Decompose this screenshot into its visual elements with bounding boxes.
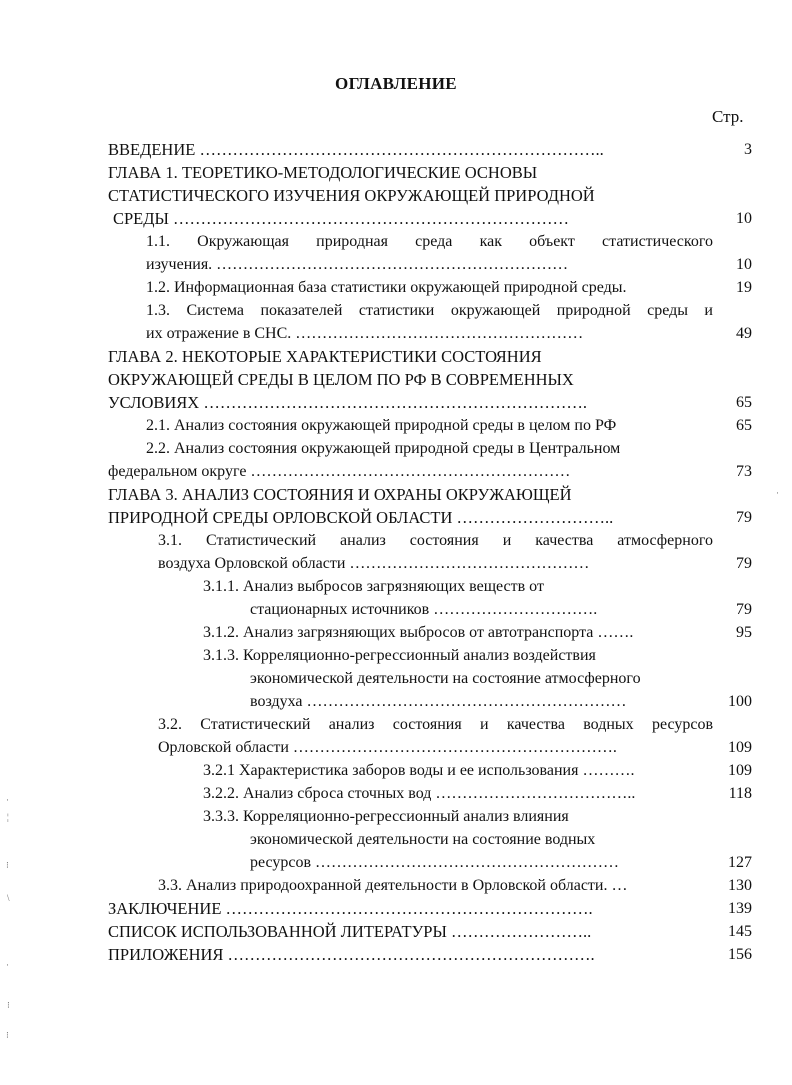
toc-page-3-3: 130 — [728, 877, 752, 894]
toc-entry-chapter-1-line-1: ГЛАВА 1. ТЕОРЕТИКО-МЕТОДОЛОГИЧЕСКИЕ ОСНОВЫ — [108, 163, 538, 182]
toc-page-1-2: 19 — [736, 279, 752, 296]
toc-entry-chapter-1-line-3: СРЕДЫ ……………………………………………………………… — [113, 209, 570, 228]
toc-page-2-1: 65 — [736, 417, 752, 434]
scan-artifact: · — [6, 795, 9, 805]
scan-artifact: ¦ — [7, 812, 9, 822]
toc-entry-chapter-2-line-1: ГЛАВА 2. НЕКОТОРЫЕ ХАРАКТЕРИСТИКИ СОСТОЯНИЯ — [108, 347, 542, 366]
scan-artifact: ⁝ — [6, 860, 9, 870]
toc-entry-3-3-3-line-1: 3.3.3. Корреляционно-регрессионный анализ влияния — [203, 808, 569, 825]
toc-page-3-3-3: 127 — [728, 854, 752, 871]
toc-page-3-1: 79 — [736, 555, 752, 572]
toc-page-chapter-1: 10 — [736, 210, 752, 227]
toc-entry-chapter-2-line-3: УСЛОВИЯХ ……………………………………………………………. — [108, 393, 587, 412]
page-title: ОГЛАВЛЕНИЕ — [335, 74, 457, 93]
toc-entry-3-1-3-line-2: экономической деятельности на состояние атмосферного — [250, 670, 641, 687]
toc-entry-1-2: 1.2. Информационная база статистики окружающей природной среды. — [146, 279, 627, 296]
toc-entry-3-2-2: 3.2.2. Анализ сброса сточных вод ……………………………….. — [203, 785, 636, 802]
toc-entry-1-3-line-1: 1.3. Система показателей статистики окружающей природной среды и — [146, 302, 713, 319]
toc-entry-3-3: 3.3. Анализ природоохранной деятельности в Орловской области. … — [158, 877, 628, 894]
toc-entry-3-1-1-line-1: 3.1.1. Анализ выбросов загрязняющих веществ от — [203, 578, 544, 595]
toc-entry-2-1: 2.1. Анализ состояния окружающей природной среды в целом по РФ — [146, 417, 617, 434]
toc-page-2-2: 73 — [736, 463, 752, 480]
toc-entry-chapter-3-line-2: ПРИРОДНОЙ СРЕДЫ ОРЛОВСКОЙ ОБЛАСТИ ……………………….. — [108, 508, 614, 527]
toc-page-3-1-1: 79 — [736, 601, 752, 618]
toc-page-3-1-2: 95 — [736, 624, 752, 641]
toc-entry-1-3-line-2: их отражение в СНС. ……………………………………………… — [146, 325, 584, 342]
toc-entry-chapter-3-line-1: ГЛАВА 3. АНАЛИЗ СОСТОЯНИЯ И ОХРАНЫ ОКРУЖАЮЩЕЙ — [108, 485, 572, 504]
toc-entry-references: СПИСОК ИСПОЛЬЗОВАННОЙ ЛИТЕРАТУРЫ …………………….. — [108, 922, 592, 941]
toc-entry-3-1-line-2: воздуха Орловской области ……………………………………… — [158, 555, 590, 572]
toc-page-3-2-2: 118 — [728, 785, 752, 802]
toc-entry-3-1-3-line-3: воздуха …………………………………………………… — [250, 693, 627, 710]
toc-entry-3-1-2: 3.1.2. Анализ загрязняющих выбросов от автотранспорта ……. — [203, 624, 634, 641]
toc-entry-chapter-2-line-2: ОКРУЖАЮЩЕЙ СРЕДЫ В ЦЕЛОМ ПО РФ В СОВРЕМЕННЫХ — [108, 370, 574, 389]
toc-entry-3-3-3-line-3: ресурсов ………………………………………………… — [250, 854, 620, 871]
toc-page-1-1: 10 — [736, 256, 752, 273]
toc-page-conclusion: 139 — [728, 900, 752, 917]
toc-entry-3-3-3-line-2: экономической деятельности на состояние водных — [250, 831, 596, 848]
toc-entry-3-2-1: 3.2.1 Характеристика заборов воды и ее использования ………. — [203, 762, 635, 779]
toc-page-appendices: 156 — [728, 946, 752, 963]
toc-page-1-3: 49 — [736, 325, 752, 342]
toc-entry-3-1-1-line-2: стационарных источников …………………………. — [250, 601, 598, 618]
toc-entry-introduction: ВВЕДЕНИЕ ……………………………………………………………….. — [108, 140, 604, 159]
toc-page-chapter-3: 79 — [736, 509, 752, 526]
toc-entry-1-1-line-1: 1.1. Окружающая природная среда как объект статистического — [146, 233, 713, 250]
toc-page-3-1-3: 100 — [728, 693, 752, 710]
toc-entry-3-2-line-1: 3.2. Статистический анализ состояния и качества водных ресурсов — [158, 716, 713, 733]
scan-artifact: · — [776, 488, 779, 498]
page-column-header: Стр. — [712, 107, 744, 126]
toc-page-chapter-2: 65 — [736, 394, 752, 411]
scan-artifact: ⁝ — [7, 1000, 10, 1010]
toc-page-references: 145 — [728, 923, 752, 940]
scan-artifact: · — [6, 960, 9, 970]
toc-entry-1-1-line-2: изучения. ………………………………………………………… — [146, 256, 569, 273]
toc-page-3-2-1: 109 — [728, 762, 752, 779]
toc-entry-2-2-line-1: 2.2. Анализ состояния окружающей природной среды в Центральном — [146, 440, 621, 457]
toc-entry-3-1-line-1: 3.1. Статистический анализ состояния и качества атмосферного — [158, 532, 713, 549]
toc-entry-3-2-line-2: Орловской области ……………………………………………………. — [158, 739, 617, 756]
scan-artifact: \ — [7, 893, 10, 903]
toc-entry-2-2-line-2: федеральном округе …………………………………………………… — [108, 463, 571, 480]
scan-artifact: ⁝ — [6, 1030, 9, 1040]
toc-page-3-2: 109 — [728, 739, 752, 756]
toc-page-introduction: 3 — [744, 141, 752, 158]
toc-entry-conclusion: ЗАКЛЮЧЕНИЕ …………………………………………………………. — [108, 899, 593, 918]
toc-entry-appendices: ПРИЛОЖЕНИЯ …………………………………………………………. — [108, 945, 595, 964]
toc-entry-chapter-1-line-2: СТАТИСТИЧЕСКОГО ИЗУЧЕНИЯ ОКРУЖАЮЩЕЙ ПРИРОДНОЙ — [108, 186, 595, 205]
toc-entry-3-1-3-line-1: 3.1.3. Корреляционно-регрессионный анализ воздействия — [203, 647, 596, 664]
